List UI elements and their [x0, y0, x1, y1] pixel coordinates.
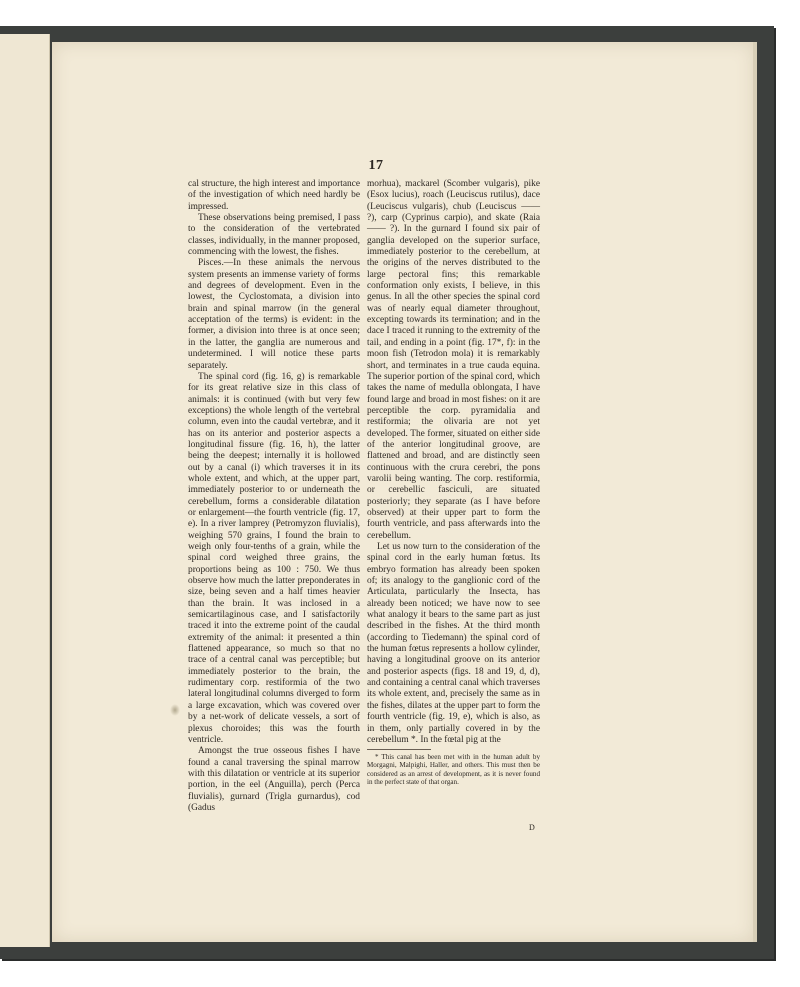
- paragraph: The spinal cord (fig. 16, g) is remarkable for its great relative size in this class of animals: it is continued (with but very few exceptions) the whole length of the vertebral column, even into the caudal vertebræ, and it has on its anterior and posterior aspects a longitudinal fissure (fig. 16, h), the latter being the deepest; internally it is hollowed out by a canal (i) which traverses it in its whole extent, and which, at the upper part, immediately posterior to or underneath the cerebellum, forms a considerable dilatation or enlargement—the fourth ventricle (fig. 17, e). In a river lamprey (Petromyzon fluvialis), weighing 570 grains, I found the brain to weigh only four-tenths of a grain, while the spinal cord weighed three grains, the proportions being as 100 : 750. We thus observe how much the latter preponderates in size, being seven and a half times heavier than the brain. It was inclosed in a semicartilaginous case, and I satisfactorily traced it into the extreme point of the caudal extremity of the animal: it presented a thin flattened appearance, so much so that no trace of a central canal was perceptible; but immediately posterior to the brain, the rudimentary corp. restiformia of the two lateral longitudinal columns diverged to form a large excavation, which was covered over by a net-work of delicate vessels, a sort of plexus choroides; this was the fourth ventricle.: [188, 371, 360, 745]
- paragraph: Pisces.—In these animals the nervous system presents an immense variety of forms and degrees of development. Even in the lowest, the Cyclostomata, a division into brain and spinal marrow (in the general acceptation of the terms) is evident: in the former, a division into three is at once seen; in the latter, the ganglia are numerous and undetermined. I will notice these parts separately.: [188, 258, 360, 371]
- ink-smudge: [170, 704, 180, 716]
- paragraph: morhua), mackarel (Scomber vulgaris), pike (Esox lucius), roach (Leuciscus rutilus), dace (Leuciscus vulgaris), chub (Leuciscus —— ?), carp (Cyprinus carpio), and skate (Raia —— ?). In the gurnard I found six pair of ganglia developed on the superior surface, immediately posterior to the cerebellum, at the origins of the nerves distributed to the large pectoral fins; this remarkable conformation only exists, I believe, in this genus. In all the other species the spinal cord was of nearly equal diameter throughout, excepting towards its termination; and in the dace I traced it running to the extremity of the tail, and ending in a point (fig. 17*, f): in the moon fish (Tetrodon mola) it is remarkably short, and terminates in a true cauda equina. The superior portion of the spinal cord, which takes the name of medulla oblongata, I have found large and broad in most fishes: on it are perceptible the corp. pyramidalia and restiformia; the olivaria are not yet developed. The former, situated on either side of the anterior longitudinal groove, are flattened and broad, and are distinctly seen continuous with the crura cerebri, the pons varolii being wanting. The corp. restiformia, or cerebellic fasciculi, are situated posteriorly; they separate (as I have before observed) at their upper part to form the fourth ventricle, and pass afterwards into the cerebellum.: [367, 179, 540, 541]
- paragraph: Amongst the true osseous fishes I have found a canal traversing the spinal marrow with this dilatation or ventricle at its superior portion, in the eel (Anguilla), perch (Perca fluvialis), gurnard (Trigla gurnardus), cod (Gadus: [188, 746, 360, 813]
- footnote-divider: [367, 749, 431, 750]
- page-fore-edge: [753, 42, 757, 942]
- facing-page-edge: [0, 34, 50, 947]
- paragraph: cal structure, the high interest and importance of the investigation of which need hardly be impressed.: [188, 179, 360, 212]
- signature-mark: D: [529, 823, 535, 832]
- paragraph: These observations being premised, I pass to the consideration of the vertebrated classes, individually, in the manner proposed, commencing with the lowest, the fishes.: [188, 213, 360, 258]
- page-number: 17: [368, 158, 384, 173]
- left-text-column: [188, 179, 360, 814]
- footnote: * This canal has been met with in the human adult by Morgagni, Malpighi, Haller, and others. This must then be considered as an arrest of development, as it is never found in the perfect state of that organ.: [367, 753, 540, 786]
- paragraph: Let us now turn to the consideration of the spinal cord in the early human fœtus. Its embryo formation has already been spoken of; its analogy to the ganglionic cord of the Articulata, particularly the Insecta, has already been noticed; we have now to see what analogy it bears to the same part as just described in the fishes. At the third month (according to Tiedemann) the spinal cord of the human fœtus represents a hollow cylinder, having a longitudinal groove on its anterior and posterior aspects (figs. 18 and 19, d, d), and containing a central canal which traverses its whole extent, and, precisely the same as in the fishes, dilates at the upper part to form the fourth ventricle (fig. 19, e), which is also, as in them, only partially covered in by the cerebellum *. In the fœtal pig at the: [367, 542, 540, 745]
- right-text-column: [367, 179, 540, 786]
